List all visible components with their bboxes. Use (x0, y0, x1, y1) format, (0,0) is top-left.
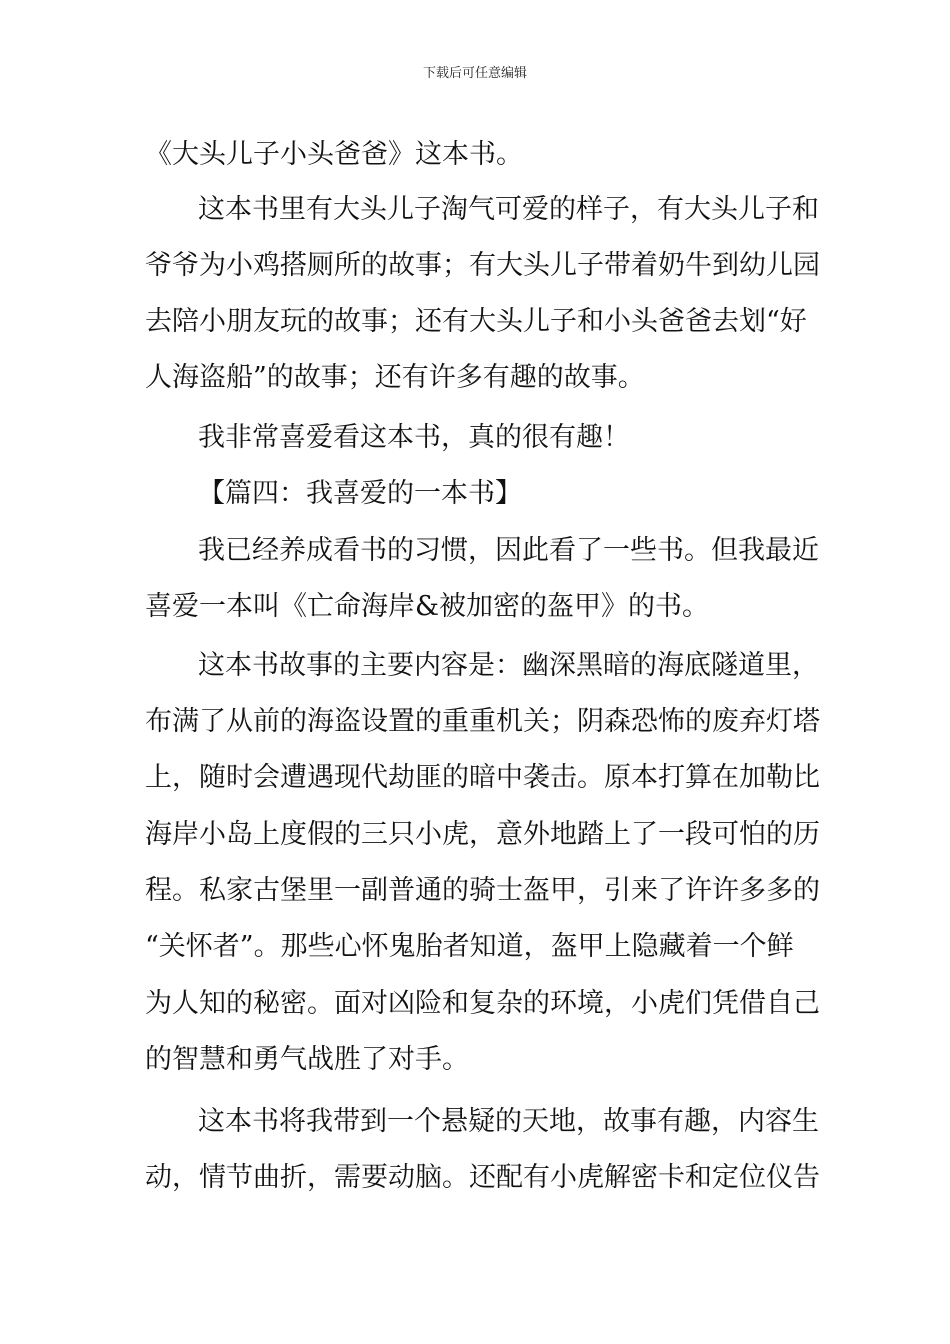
text-line: 爷爷为小鸡搭厕所的故事；有大头儿子带着奶牛到幼儿园 (145, 250, 820, 281)
text-line: 的智慧和勇气战胜了对手。 (145, 1044, 469, 1075)
text-line: 海岸小岛上度假的三只小虎，意外地踏上了一段可怕的历 (145, 819, 820, 850)
text-line: 去陪小朋友玩的故事；还有大头儿子和小头爸爸去划“好 (145, 306, 807, 337)
text-line: 布满了从前的海盗设置的重重机关；阴森恐怖的废弃灯塔 (145, 706, 820, 737)
text-line: 程。私家古堡里一副普通的骑士盔甲，引来了许许多多的 (145, 875, 820, 906)
text-line: 这本书里有大头儿子淘气可爱的样子，有大头儿子和 (198, 194, 819, 225)
text-line: 这本书故事的主要内容是：幽深黑暗的海底隧道里， (198, 650, 819, 681)
text-line: 我已经养成看书的习惯，因此看了一些书。但我最近 (198, 535, 819, 566)
section-heading: 【篇四：我喜爱的一本书】 (198, 478, 522, 509)
text-line: 《大头儿子小头爸爸》这本书。 (145, 139, 523, 170)
text-line: 动，情节曲折，需要动脑。还配有小虎解密卡和定位仪告 (145, 1162, 820, 1193)
text-line: 这本书将我带到一个悬疑的天地，故事有趣，内容生 (198, 1106, 819, 1137)
text-line: 为人知的秘密。面对凶险和复杂的环境，小虎们凭借自己 (145, 988, 820, 1019)
page-header-note: 下载后可任意编辑 (422, 66, 527, 81)
text-line: 上，随时会遭遇现代劫匪的暗中袭击。原本打算在加勒比 (145, 762, 820, 793)
text-line: 喜爱一本叫《亡命海岸&被加密的盔甲》的书。 (145, 591, 710, 622)
text-line: “关怀者”。那些心怀鬼胎者知道，盔甲上隐藏着一个鲜 (145, 931, 794, 962)
text-line: 我非常喜爱看这本书，真的很有趣！ (198, 422, 630, 453)
text-line: 人海盗船”的故事；还有许多有趣的故事。 (145, 362, 645, 393)
